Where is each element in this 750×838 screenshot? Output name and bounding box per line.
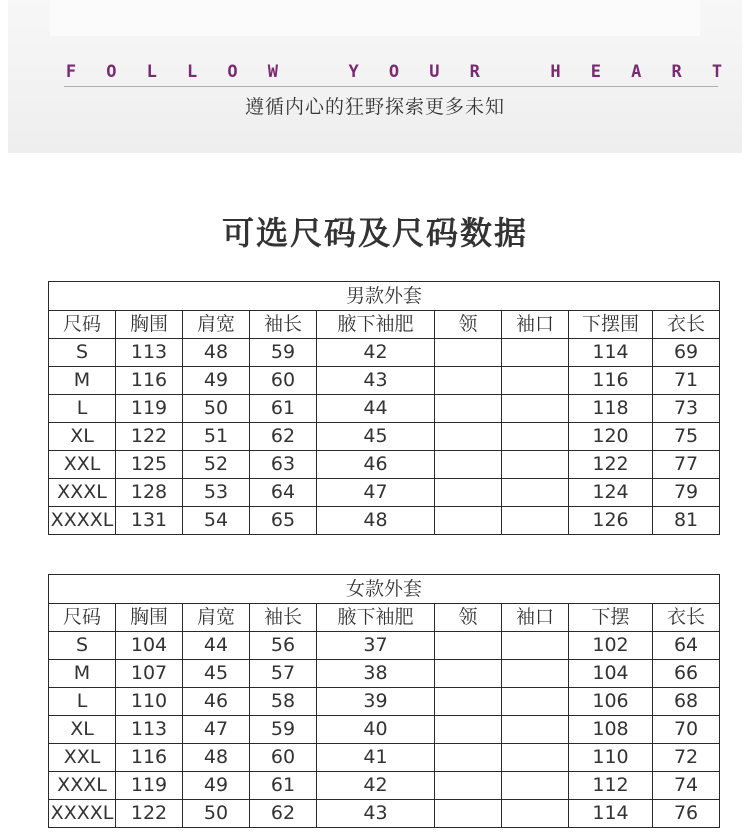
table-cell: 113	[116, 716, 183, 744]
column-header: 尺码	[49, 311, 116, 339]
table-cell	[435, 632, 502, 660]
table-cell: 62	[250, 800, 317, 828]
column-header: 腋下袖肥	[317, 311, 435, 339]
table-cell	[502, 744, 569, 772]
column-header: 袖长	[250, 311, 317, 339]
table-cell: 122	[116, 423, 183, 451]
column-header: 领	[435, 311, 502, 339]
table-cell: 69	[653, 339, 720, 367]
slogan-letter: O	[106, 62, 117, 82]
banner-highlight	[50, 0, 700, 36]
table-row	[49, 660, 720, 688]
table-cell: 48	[183, 339, 250, 367]
column-header: 领	[435, 604, 502, 632]
table-cell: S	[49, 632, 116, 660]
table-cell: 49	[183, 772, 250, 800]
table-row	[49, 479, 720, 507]
table-cell: 74	[653, 772, 720, 800]
table-cell: 116	[116, 744, 183, 772]
table-cell	[435, 800, 502, 828]
table-row	[49, 772, 720, 800]
table-cell	[502, 716, 569, 744]
column-header: 腋下袖肥	[317, 604, 435, 632]
table-cell: 47	[183, 716, 250, 744]
table-cell: 63	[250, 451, 317, 479]
slogan-chinese: 遵循内心的狂野探索更多未知	[244, 96, 505, 118]
table-cell: 49	[183, 367, 250, 395]
table-cell: 61	[250, 395, 317, 423]
table-cell: 81	[653, 507, 720, 535]
table-cell: 77	[653, 451, 720, 479]
table-cell	[502, 395, 569, 423]
table-cell: 114	[569, 800, 653, 828]
table-cell: 41	[317, 744, 435, 772]
table-cell	[435, 772, 502, 800]
table-cell: 60	[250, 367, 317, 395]
table-cell: 54	[183, 507, 250, 535]
table-cell: XXXL	[49, 479, 116, 507]
table-row	[49, 367, 720, 395]
table-row	[49, 688, 720, 716]
table-cell: 116	[569, 367, 653, 395]
table-cell: 107	[116, 660, 183, 688]
table-cell: 42	[317, 772, 435, 800]
table-cell: 60	[250, 744, 317, 772]
table-cell: 106	[569, 688, 653, 716]
table-cell: 113	[116, 339, 183, 367]
column-header: 袖长	[250, 604, 317, 632]
table-cell: 46	[183, 688, 250, 716]
column-header: 衣长	[653, 311, 720, 339]
table-cell: 73	[653, 395, 720, 423]
table-cell	[502, 451, 569, 479]
table-cell: L	[49, 395, 116, 423]
slogan-letter: U	[429, 62, 440, 82]
slogan-letter: R	[671, 62, 682, 82]
table-cell: 44	[317, 395, 435, 423]
slogan-letter: R	[469, 62, 480, 82]
table-cell: 57	[250, 660, 317, 688]
table-cell: 53	[183, 479, 250, 507]
table-cell: 68	[653, 688, 720, 716]
table-cell: 104	[569, 660, 653, 688]
table-cell: 131	[116, 507, 183, 535]
column-header: 胸围	[116, 311, 183, 339]
table-cell: S	[49, 339, 116, 367]
column-header: 下摆	[569, 604, 653, 632]
table-cell	[502, 660, 569, 688]
women-size-table	[48, 574, 720, 828]
table-cell	[502, 367, 569, 395]
table-cell: 64	[653, 632, 720, 660]
table-cell: 64	[250, 479, 317, 507]
table-cell: 42	[317, 339, 435, 367]
table-cell: XL	[49, 716, 116, 744]
table-cell: 72	[653, 744, 720, 772]
table-cell: 125	[116, 451, 183, 479]
table-cell: 37	[317, 632, 435, 660]
table-cell: 52	[183, 451, 250, 479]
table-cell	[435, 507, 502, 535]
slogan-letter: O	[227, 62, 238, 82]
slogan-letter: T	[711, 62, 723, 82]
table-cell	[435, 660, 502, 688]
table-cell: 119	[116, 772, 183, 800]
table-cell: XXXL	[49, 772, 116, 800]
table-cell: XXL	[49, 451, 116, 479]
column-header: 衣长	[653, 604, 720, 632]
table-cell: 76	[653, 800, 720, 828]
page-title: 可选尺码及尺码数据	[221, 214, 528, 252]
table-cell	[435, 688, 502, 716]
table-cell: 110	[569, 744, 653, 772]
slogan-english	[64, 60, 724, 84]
table-cell: 59	[250, 716, 317, 744]
table-cell	[435, 395, 502, 423]
table-cell: 44	[183, 632, 250, 660]
column-header: 下摆围	[569, 311, 653, 339]
table-cell	[502, 479, 569, 507]
table-cell	[502, 772, 569, 800]
table-row	[49, 716, 720, 744]
table-cell: 48	[317, 507, 435, 535]
table-cell: 43	[317, 800, 435, 828]
slogan-letter: A	[631, 62, 642, 82]
table-cell	[435, 744, 502, 772]
table-row	[49, 339, 720, 367]
men-size-table	[48, 281, 720, 535]
table-cell: 122	[569, 451, 653, 479]
table-cell: 108	[569, 716, 653, 744]
table-cell: 102	[569, 632, 653, 660]
table-cell: 110	[116, 688, 183, 716]
table-cell: 50	[183, 800, 250, 828]
slogan-letter: H	[550, 62, 561, 82]
column-header: 胸围	[116, 604, 183, 632]
table-cell: 119	[116, 395, 183, 423]
table-cell: M	[49, 367, 116, 395]
slogan-letter: Y	[348, 62, 359, 82]
table-cell: 50	[183, 395, 250, 423]
table-caption-row	[49, 575, 720, 604]
table-cell: M	[49, 660, 116, 688]
table-cell	[435, 716, 502, 744]
table-cell	[502, 800, 569, 828]
table-cell: 43	[317, 367, 435, 395]
table-cell: XL	[49, 423, 116, 451]
column-header: 肩宽	[183, 311, 250, 339]
table-cell	[435, 451, 502, 479]
table-cell: 79	[653, 479, 720, 507]
slogan-letter: L	[187, 62, 198, 82]
table-row	[49, 395, 720, 423]
table-caption: 男款外套	[49, 282, 720, 311]
table-cell: 59	[250, 339, 317, 367]
slogan-letter: L	[146, 62, 157, 82]
table-cell: XXXXL	[49, 800, 116, 828]
table-cell: 120	[569, 423, 653, 451]
table-cell: 58	[250, 688, 317, 716]
table-cell	[435, 367, 502, 395]
slogan-letter: F	[65, 62, 77, 82]
table-cell: 65	[250, 507, 317, 535]
slogan-divider	[64, 86, 718, 87]
table-row	[49, 451, 720, 479]
table-cell: 104	[116, 632, 183, 660]
table-cell: 75	[653, 423, 720, 451]
table-row	[49, 507, 720, 535]
table-cell: 48	[183, 744, 250, 772]
table-cell: 122	[116, 800, 183, 828]
table-cell: 45	[183, 660, 250, 688]
table-cell: 45	[317, 423, 435, 451]
table-cell: 70	[653, 716, 720, 744]
table-cell: 112	[569, 772, 653, 800]
table-row	[49, 800, 720, 828]
table-cell	[502, 632, 569, 660]
table-cell: 126	[569, 507, 653, 535]
table-cell: 66	[653, 660, 720, 688]
table-cell	[502, 339, 569, 367]
table-header-row	[49, 311, 720, 339]
table-cell: 51	[183, 423, 250, 451]
table-cell: XXL	[49, 744, 116, 772]
column-header: 肩宽	[183, 604, 250, 632]
table-cell: 56	[250, 632, 317, 660]
table-cell	[435, 479, 502, 507]
table-cell: 38	[317, 660, 435, 688]
table-cell: 46	[317, 451, 435, 479]
table-caption: 女款外套	[49, 575, 720, 604]
table-cell: 124	[569, 479, 653, 507]
column-header: 袖口	[502, 311, 569, 339]
table-cell: 114	[569, 339, 653, 367]
table-cell: 40	[317, 716, 435, 744]
table-cell: 118	[569, 395, 653, 423]
table-cell: 128	[116, 479, 183, 507]
table-cell	[435, 423, 502, 451]
table-cell: 61	[250, 772, 317, 800]
table-row	[49, 744, 720, 772]
table-cell: 39	[317, 688, 435, 716]
table-cell: L	[49, 688, 116, 716]
table-cell: 71	[653, 367, 720, 395]
table-cell: 116	[116, 367, 183, 395]
slogan-letter: W	[267, 62, 278, 82]
table-row	[49, 632, 720, 660]
table-cell	[502, 423, 569, 451]
table-cell: XXXXL	[49, 507, 116, 535]
table-cell	[435, 339, 502, 367]
column-header: 袖口	[502, 604, 569, 632]
table-header-row	[49, 604, 720, 632]
table-row	[49, 423, 720, 451]
column-header: 尺码	[49, 604, 116, 632]
table-cell	[502, 507, 569, 535]
table-caption-row	[49, 282, 720, 311]
slogan-letter: O	[388, 62, 400, 82]
table-cell	[502, 688, 569, 716]
table-cell: 62	[250, 423, 317, 451]
slogan-letter: E	[590, 62, 601, 82]
table-cell: 47	[317, 479, 435, 507]
